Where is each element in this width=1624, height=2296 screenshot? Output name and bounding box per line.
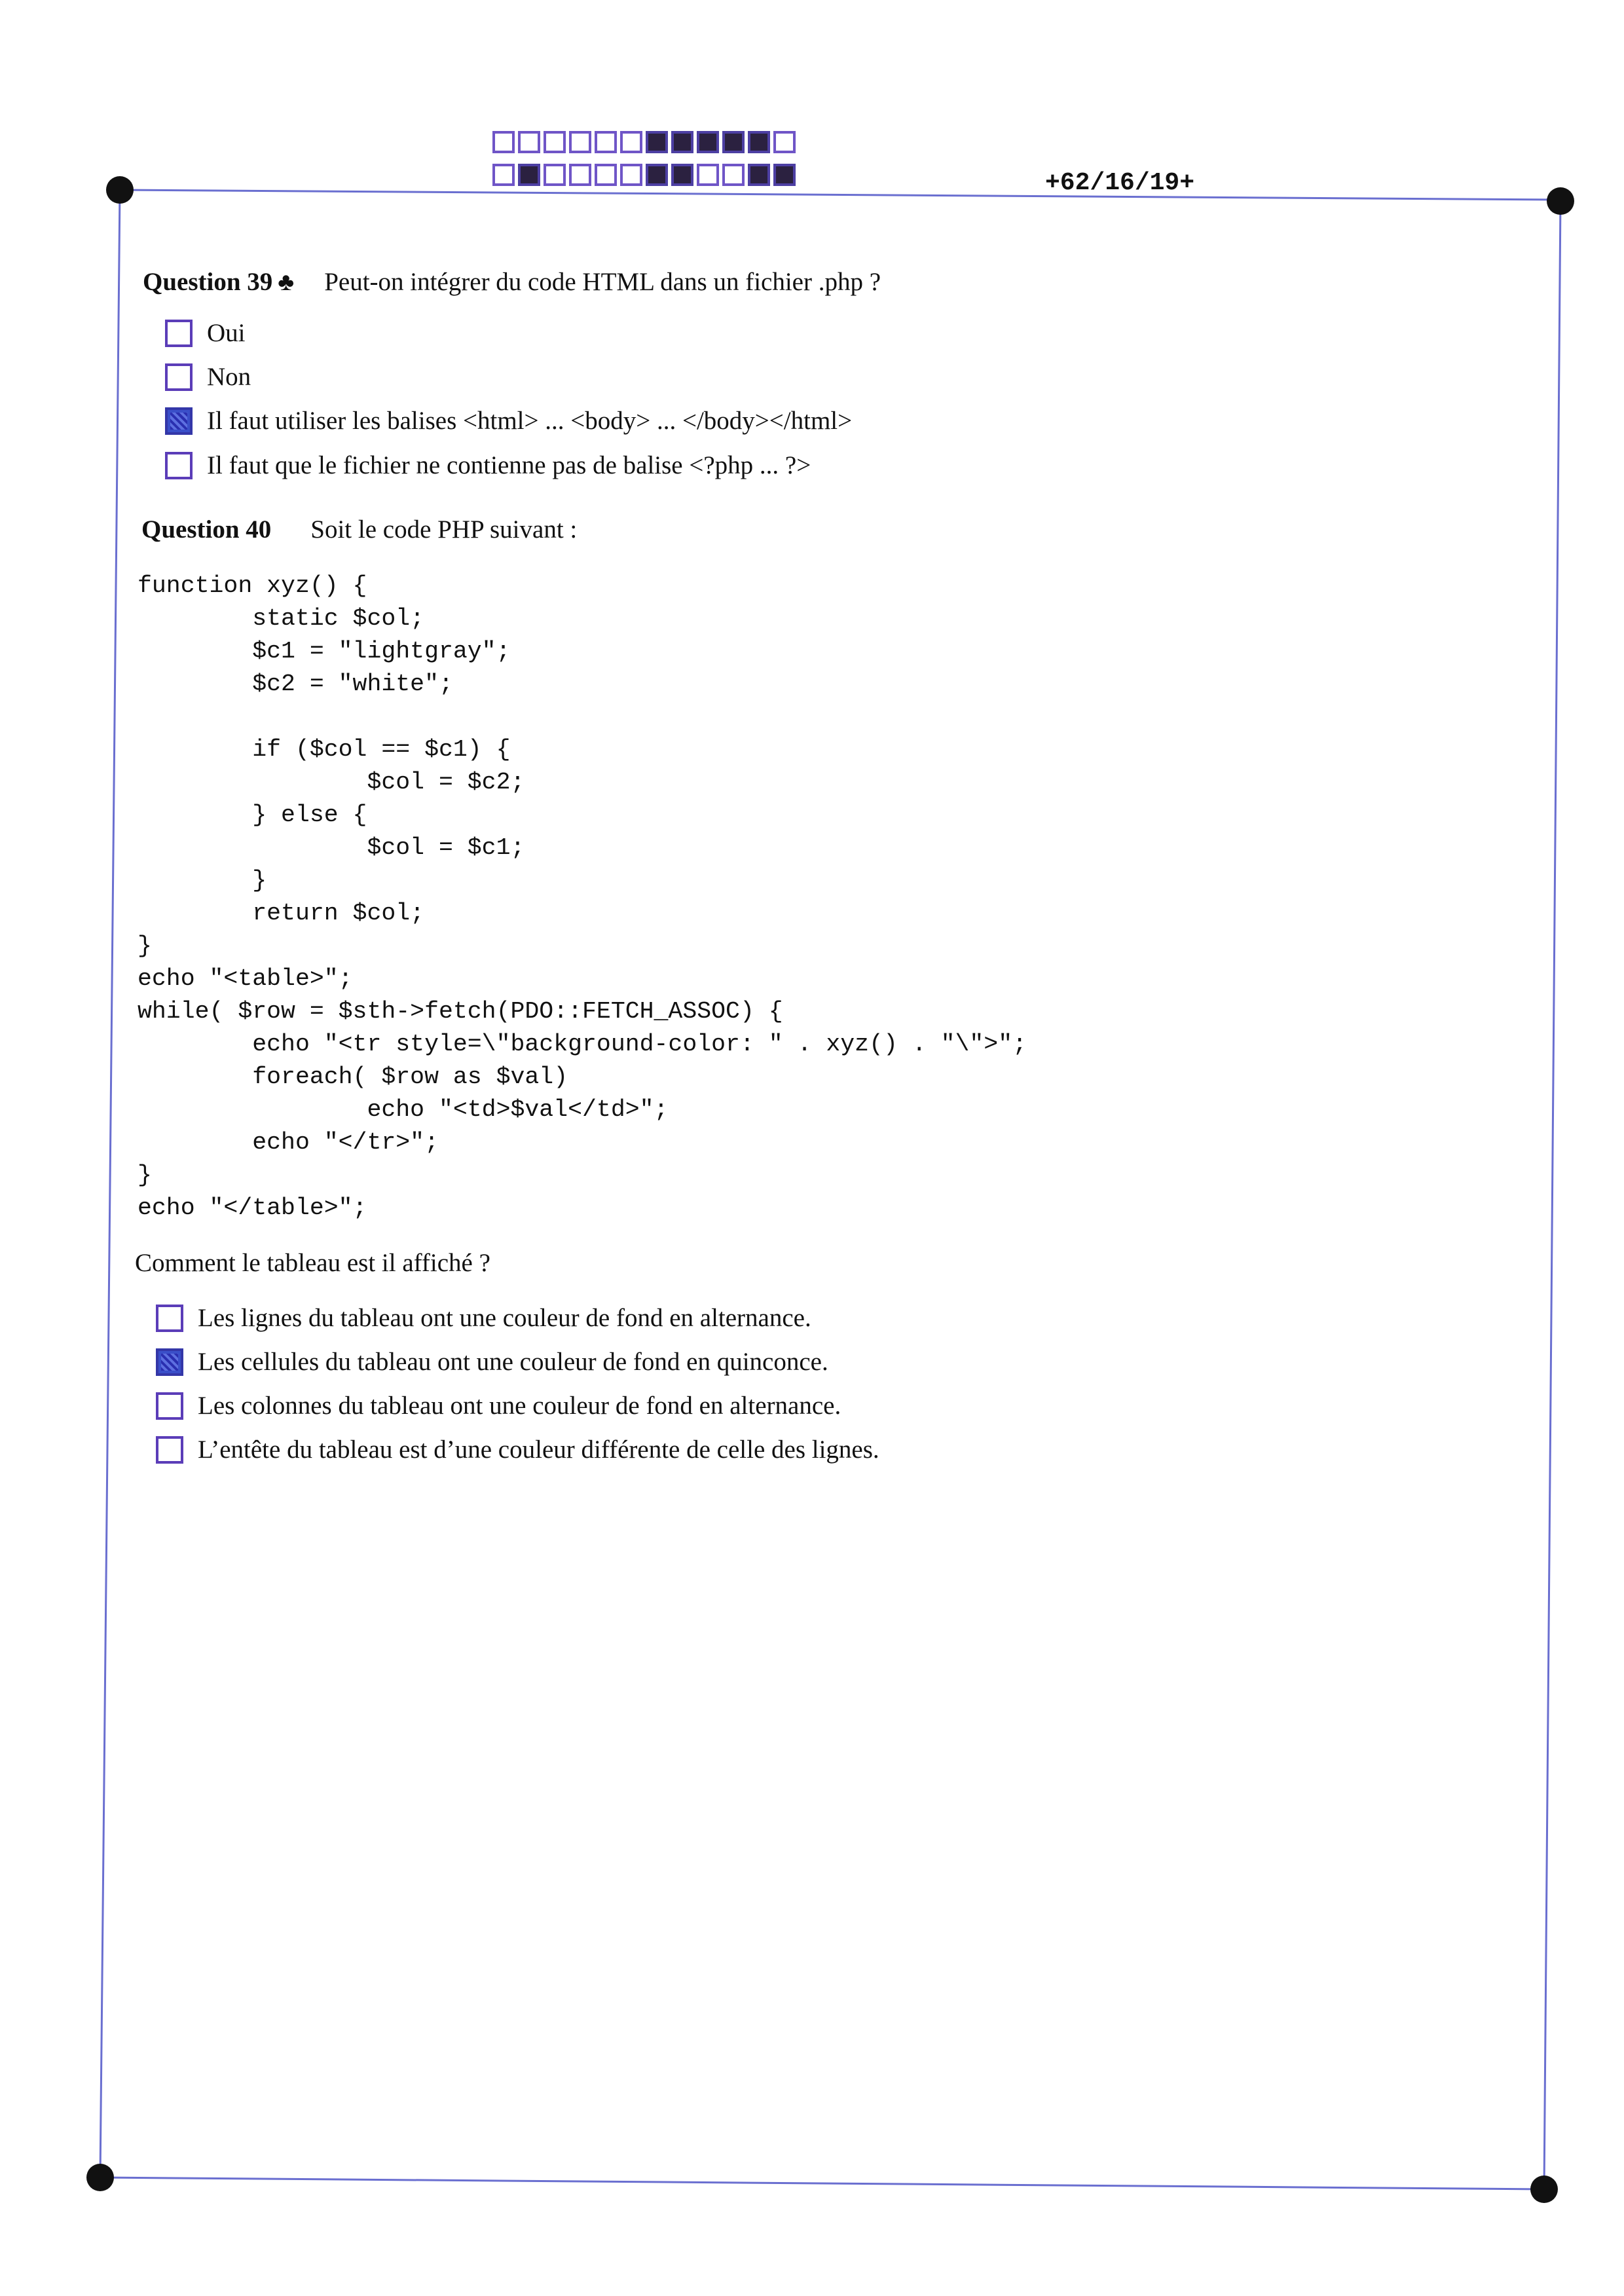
question-40-label: Question 40 — [141, 515, 272, 544]
q40-answer[interactable] — [156, 1435, 879, 1464]
barcode-cell — [773, 164, 796, 186]
barcode-cell — [671, 131, 693, 153]
question-40-text: Soit le code PHP suivant : — [310, 515, 578, 544]
corner-dot-bottom-left — [86, 2164, 114, 2191]
barcode-cell — [697, 131, 719, 153]
barcode-cell — [544, 164, 566, 186]
barcode-bottom — [492, 164, 799, 186]
q39-answer[interactable] — [165, 362, 251, 392]
checkbox[interactable] — [156, 1436, 183, 1464]
php-code-block: function xyz() { static $col; $c1 = "lightgray"; $c2 = "white"; if ($col == $c1) { $col = $c2; } else { $col = $c1; } return $col; } echo "<table>"; while( $row = $sth->fetch(PDO::FETCH_ASSOC) { echo "<tr style=\"background-color: " . xyz() . "\">"; foreach( $row as $val) echo "<td>$val</td>"; echo "</tr>"; } echo "</table>"; — [138, 572, 1027, 1221]
question-39-header — [143, 267, 881, 297]
barcode-cell — [569, 164, 591, 186]
barcode-cell — [671, 164, 693, 186]
barcode-cell — [595, 131, 617, 153]
q40-answer[interactable] — [156, 1347, 828, 1377]
q39-answer[interactable] — [165, 318, 246, 348]
barcode-cell — [646, 131, 668, 153]
checkbox[interactable] — [156, 1305, 183, 1332]
barcode-cell — [518, 131, 540, 153]
barcode-cell — [697, 164, 719, 186]
q39-answer[interactable] — [165, 406, 852, 435]
barcode-cell — [518, 164, 540, 186]
answer-label: Il faut que le fichier ne contienne pas de balise <?php ... ?> — [207, 451, 811, 479]
barcode-cell — [722, 131, 745, 153]
barcode-cell — [492, 164, 515, 186]
club-icon: ♣ — [278, 268, 295, 296]
barcode-cell — [569, 131, 591, 153]
answer-label: Il faut utiliser les balises <html> ... <body> ... </body></html> — [207, 407, 853, 435]
checkbox[interactable] — [165, 363, 193, 391]
corner-dot-bottom-right — [1530, 2176, 1558, 2203]
checkbox[interactable] — [156, 1348, 183, 1376]
q39-answer[interactable] — [165, 451, 811, 480]
corner-dot-top-left — [106, 176, 134, 204]
question-39-text: Peut-on intégrer du code HTML dans un fichier .php ? — [324, 268, 881, 296]
barcode-cell — [773, 131, 796, 153]
answer-label: L’entête du tableau est d’une couleur différente de celle des lignes. — [198, 1435, 879, 1464]
checkbox[interactable] — [156, 1392, 183, 1420]
checkbox[interactable] — [165, 407, 193, 435]
barcode-cell — [620, 131, 642, 153]
corner-dot-top-right — [1547, 187, 1574, 215]
barcode-cell — [544, 131, 566, 153]
barcode-cell — [722, 164, 745, 186]
answer-label: Les colonnes du tableau ont une couleur de fond en alternance. — [198, 1392, 841, 1420]
q40-answer[interactable] — [156, 1391, 841, 1420]
answer-label: Oui — [207, 319, 246, 347]
barcode-cell — [748, 164, 770, 186]
barcode-cell — [595, 164, 617, 186]
q40-answer[interactable] — [156, 1303, 811, 1333]
page-code: +62/16/19+ — [1045, 169, 1195, 197]
checkbox[interactable] — [165, 320, 193, 347]
barcode-top — [492, 131, 799, 153]
question-39-label: Question 39 — [143, 268, 273, 296]
checkbox[interactable] — [165, 452, 193, 479]
answer-label: Les cellules du tableau ont une couleur de fond en quinconce. — [198, 1348, 828, 1376]
barcode-cell — [748, 131, 770, 153]
question-40-header — [141, 515, 577, 544]
answer-label: Les lignes du tableau ont une couleur de fond en alternance. — [198, 1304, 811, 1332]
barcode-cell — [620, 164, 642, 186]
answer-label: Non — [207, 363, 251, 391]
question-40-prompt: Comment le tableau est il affiché ? — [135, 1249, 490, 1277]
barcode-cell — [492, 131, 515, 153]
barcode-cell — [646, 164, 668, 186]
